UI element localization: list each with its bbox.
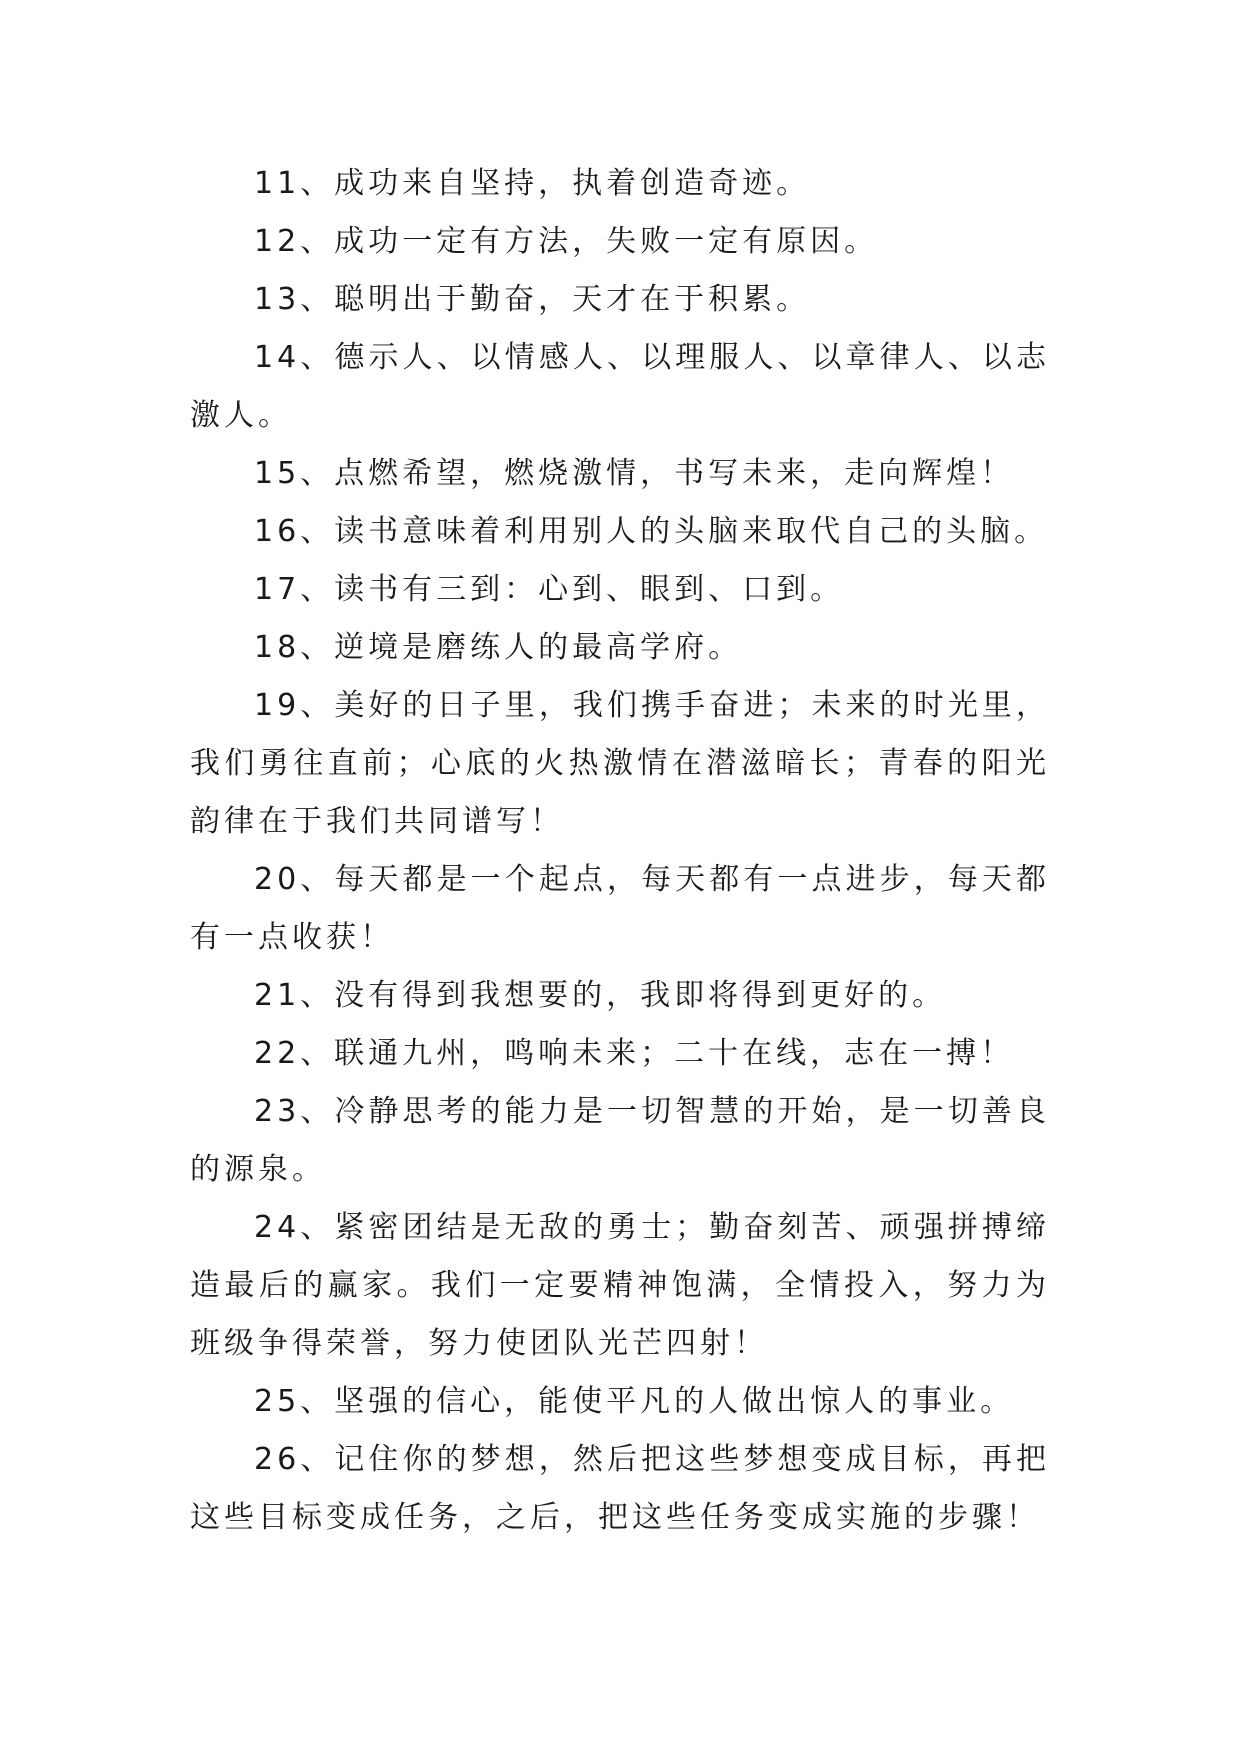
paragraph: 18、逆境是磨练人的最高学府。	[254, 630, 743, 665]
paragraph: 14、德示人、以情感人、以理服人、以章律人、以志激人。	[190, 340, 1050, 433]
paragraph: 11、成功来自坚持，执着创造奇迹。	[254, 166, 811, 201]
paragraph: 16、读书意味着利用别人的头脑来取代自己的头脑。	[254, 514, 1049, 549]
paragraph: 17、读书有三到：心到、眼到、口到。	[254, 572, 845, 607]
paragraph: 22、联通九州，鸣响未来；二十在线，志在一搏！	[254, 1036, 1015, 1071]
paragraph: 25、坚强的信心，能使平凡的人做出惊人的事业。	[254, 1384, 1015, 1419]
paragraph: 19、美好的日子里，我们携手奋进；未来的时光里，我们勇往直前；心底的火热激情在潜滋暗长；青春的阳光韵律在于我们共同谱写！	[190, 688, 1050, 839]
paragraph: 20、每天都是一个起点，每天都有一点进步，每天都有一点收获！	[190, 862, 1050, 955]
paragraph: 23、冷静思考的能力是一切智慧的开始，是一切善良的源泉。	[190, 1094, 1050, 1187]
paragraph: 12、成功一定有方法，失败一定有原因。	[254, 224, 879, 259]
paragraph: 13、聪明出于勤奋，天才在于积累。	[254, 282, 811, 317]
paragraph: 21、没有得到我想要的，我即将得到更好的。	[254, 978, 947, 1013]
document-body	[190, 155, 1050, 1547]
paragraph: 26、记住你的梦想，然后把这些梦想变成目标，再把这些目标变成任务，之后，把这些任务变成实施的步骤！	[190, 1442, 1050, 1535]
paragraph: 15、点燃希望，燃烧激情，书写未来，走向辉煌！	[254, 456, 1015, 491]
paragraph: 24、紧密团结是无敌的勇士；勤奋刻苦、顽强拼搏缔造最后的赢家。我们一定要精神饱满，全情投入，努力为班级争得荣誉，努力使团队光芒四射！	[190, 1210, 1050, 1361]
